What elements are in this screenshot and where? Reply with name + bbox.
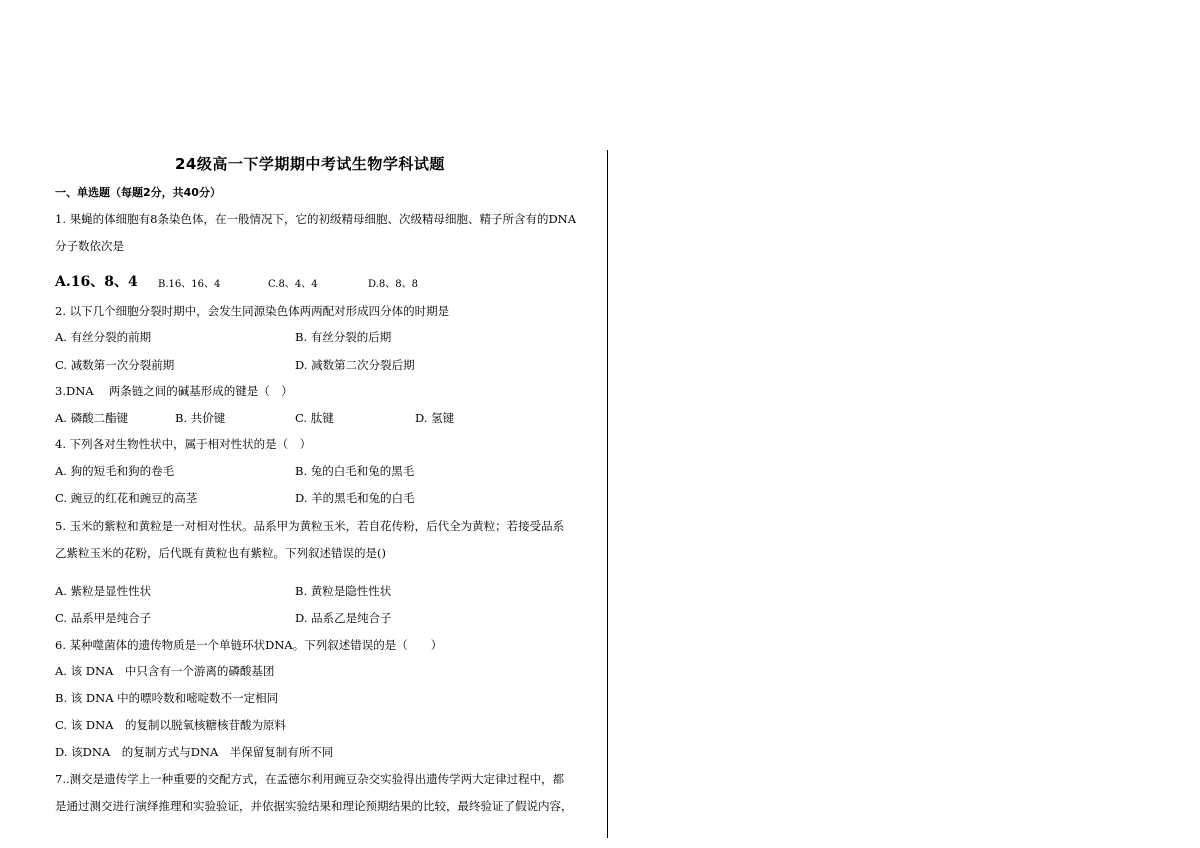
q5-option-b: B. 黄粒是隐性性状 <box>295 584 392 598</box>
q5-option-c: C. 品系甲是纯合子 <box>55 611 152 625</box>
q5-option-a: A. 紫粒是显性性状 <box>55 584 152 598</box>
column-divider <box>607 150 608 838</box>
section-heading: 一、单选题（每题2分，共40分） <box>55 186 221 199</box>
q5-option-d: D. 品系乙是纯合子 <box>295 611 392 625</box>
q4-option-b: B. 兔的白毛和兔的黑毛 <box>295 464 415 478</box>
q2-stem: 2. 以下几个细胞分裂时期中，会发生同源染色体两两配对形成四分体的时期是 <box>55 304 450 318</box>
q5-stem-line1: 5. 玉米的紫粒和黄粒是一对相对性状。品系甲为黄粒玉米，若自花传粉，后代全为黄粒；若接受品系 <box>55 519 565 533</box>
q3-option-c: C. 肽键 <box>295 411 334 425</box>
q2-option-c: C. 减数第一次分裂前期 <box>55 358 175 372</box>
q2-option-b: B. 有丝分裂的后期 <box>295 330 392 344</box>
q1-option-d: D.8、8、8 <box>368 279 418 290</box>
q1-option-a: A.16、8、4 <box>55 274 138 290</box>
q3-option-a: A. 磷酸二酯键 <box>55 411 129 425</box>
q4-option-d: D. 羊的黑毛和兔的白毛 <box>295 491 415 505</box>
q3-option-b: B. 共价键 <box>175 411 226 425</box>
q7-stem-line1: 7..测交是遗传学上一种重要的交配方式，在孟德尔利用豌豆杂交实验得出遗传学两大定律过程中，都 <box>55 772 565 786</box>
q3-stem: 3.DNA 两条链之间的碱基形成的键是（ ） <box>55 384 293 398</box>
q6-option-a: A. 该 DNA 中只含有一个游离的磷酸基团 <box>55 664 275 678</box>
q2-option-a: A. 有丝分裂的前期 <box>55 330 152 344</box>
q3-option-d: D. 氢键 <box>415 411 455 425</box>
q4-stem: 4. 下列各对生物性状中，属于相对性状的是（ ） <box>55 437 312 451</box>
q4-option-a: A. 狗的短毛和狗的卷毛 <box>55 464 175 478</box>
q6-option-d: D. 该DNA 的复制方式与DNA 半保留复制有所不同 <box>55 745 334 759</box>
q7-stem-line2: 是通过测交进行演绎推理和实验验证，并依据实验结果和理论预期结果的比较，最终验证了假说内容， <box>55 799 573 813</box>
q1-stem-line2: 分子数依次是 <box>55 239 124 253</box>
q6-option-b: B. 该 DNA 中的嘌呤数和嘧啶数不一定相同 <box>55 691 279 705</box>
q6-stem: 6. 某种噬菌体的遗传物质是一个单链环状DNA。下列叙述错误的是（ ） <box>55 638 443 652</box>
q1-option-c: C.8、4、4 <box>268 279 318 290</box>
q1-option-b: B.16、16、4 <box>158 279 221 290</box>
q6-option-c: C. 该 DNA 的复制以脱氧核糖核苷酸为原料 <box>55 718 286 732</box>
q4-option-c: C. 豌豆的红花和豌豆的高茎 <box>55 491 198 505</box>
q5-stem-line2: 乙紫粒玉米的花粉，后代既有黄粒也有紫粒。下列叙述错误的是() <box>55 546 386 560</box>
q2-option-d: D. 减数第二次分裂后期 <box>295 358 415 372</box>
exam-title: 24级高一下学期期中考试生物学科试题 <box>175 155 445 173</box>
q1-stem-line1: 1. 果蝇的体细胞有8条染色体，在一般情况下，它的初级精母细胞、次级精母细胞、精子所含有的DNA <box>55 212 577 226</box>
